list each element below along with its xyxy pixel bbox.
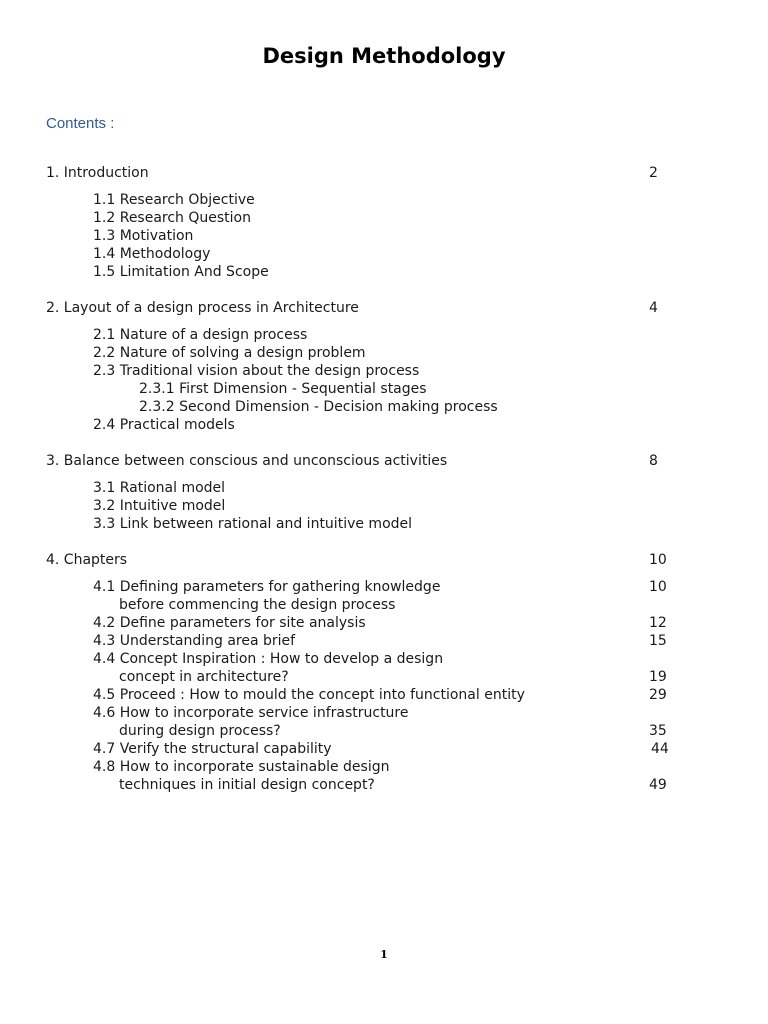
toc-subentry: 4.4 Concept Inspiration : How to develop a design <box>93 651 444 667</box>
toc-entry-page: 12 <box>649 615 667 631</box>
toc-subentry: 4.5 Proceed : How to mould the concept into functional entity <box>93 687 525 703</box>
toc-subentry-continuation: during design process? <box>119 723 281 739</box>
toc-subentry-continuation: techniques in initial design concept? <box>119 777 375 793</box>
toc-entry-page: 2 <box>649 165 658 181</box>
toc-subentry: 4.3 Understanding area brief <box>93 633 296 649</box>
toc-subentry-continuation: concept in architecture? <box>119 669 289 685</box>
toc-entry-label: 4. Chapters <box>46 552 128 568</box>
toc-entry-page: 44 <box>651 741 669 757</box>
toc-subentry: 4.2 Define parameters for site analysis <box>93 615 366 631</box>
toc-subsubentry: 2.3.2 Second Dimension - Decision making process <box>139 399 498 415</box>
toc-subentry: 4.7 Verify the structural capability <box>93 741 332 757</box>
page-title: Design Methodology <box>262 44 506 68</box>
toc-subentry: 2.1 Nature of a design process <box>93 327 308 343</box>
page-number: 1 <box>380 948 388 961</box>
contents-heading: Contents : <box>46 115 115 132</box>
toc-entry-page: 4 <box>649 300 658 316</box>
toc-subentry: 4.6 How to incorporate service infrastructure <box>93 705 409 721</box>
toc-subentry: 1.1 Research Objective <box>93 192 255 208</box>
toc-entry-page: 15 <box>649 633 667 649</box>
toc-subentry-continuation: before commencing the design process <box>119 597 396 613</box>
toc-subentry: 1.4 Methodology <box>93 246 211 262</box>
toc-subentry: 1.3 Motivation <box>93 228 194 244</box>
toc-entry-label: 1. Introduction <box>46 165 149 181</box>
toc-subentry: 1.5 Limitation And Scope <box>93 264 269 280</box>
toc-entry-label: 3. Balance between conscious and unconscious activities <box>46 453 448 469</box>
toc-subsubentry: 2.3.1 First Dimension - Sequential stages <box>139 381 427 397</box>
toc-entry-page: 35 <box>649 723 667 739</box>
toc-subentry: 3.1 Rational model <box>93 480 226 496</box>
toc-subentry: 3.3 Link between rational and intuitive model <box>93 516 413 532</box>
toc-subentry: 3.2 Intuitive model <box>93 498 226 514</box>
toc-entry-page: 29 <box>649 687 667 703</box>
toc-entry-page: 49 <box>649 777 667 793</box>
toc-entry-page: 10 <box>649 579 667 595</box>
toc-entry-page: 10 <box>649 552 667 568</box>
toc-entry-page: 8 <box>649 453 658 469</box>
toc-entry-page: 19 <box>649 669 667 685</box>
toc-entry-label: 2. Layout of a design process in Architecture <box>46 300 359 316</box>
toc-subentry: 2.4 Practical models <box>93 417 235 433</box>
toc-subentry: 1.2 Research Question <box>93 210 251 226</box>
toc-subentry: 4.1 Defining parameters for gathering knowledge <box>93 579 441 595</box>
toc-subentry: 2.3 Traditional vision about the design process <box>93 363 420 379</box>
toc-subentry: 2.2 Nature of solving a design problem <box>93 345 366 361</box>
toc-subentry: 4.8 How to incorporate sustainable design <box>93 759 390 775</box>
